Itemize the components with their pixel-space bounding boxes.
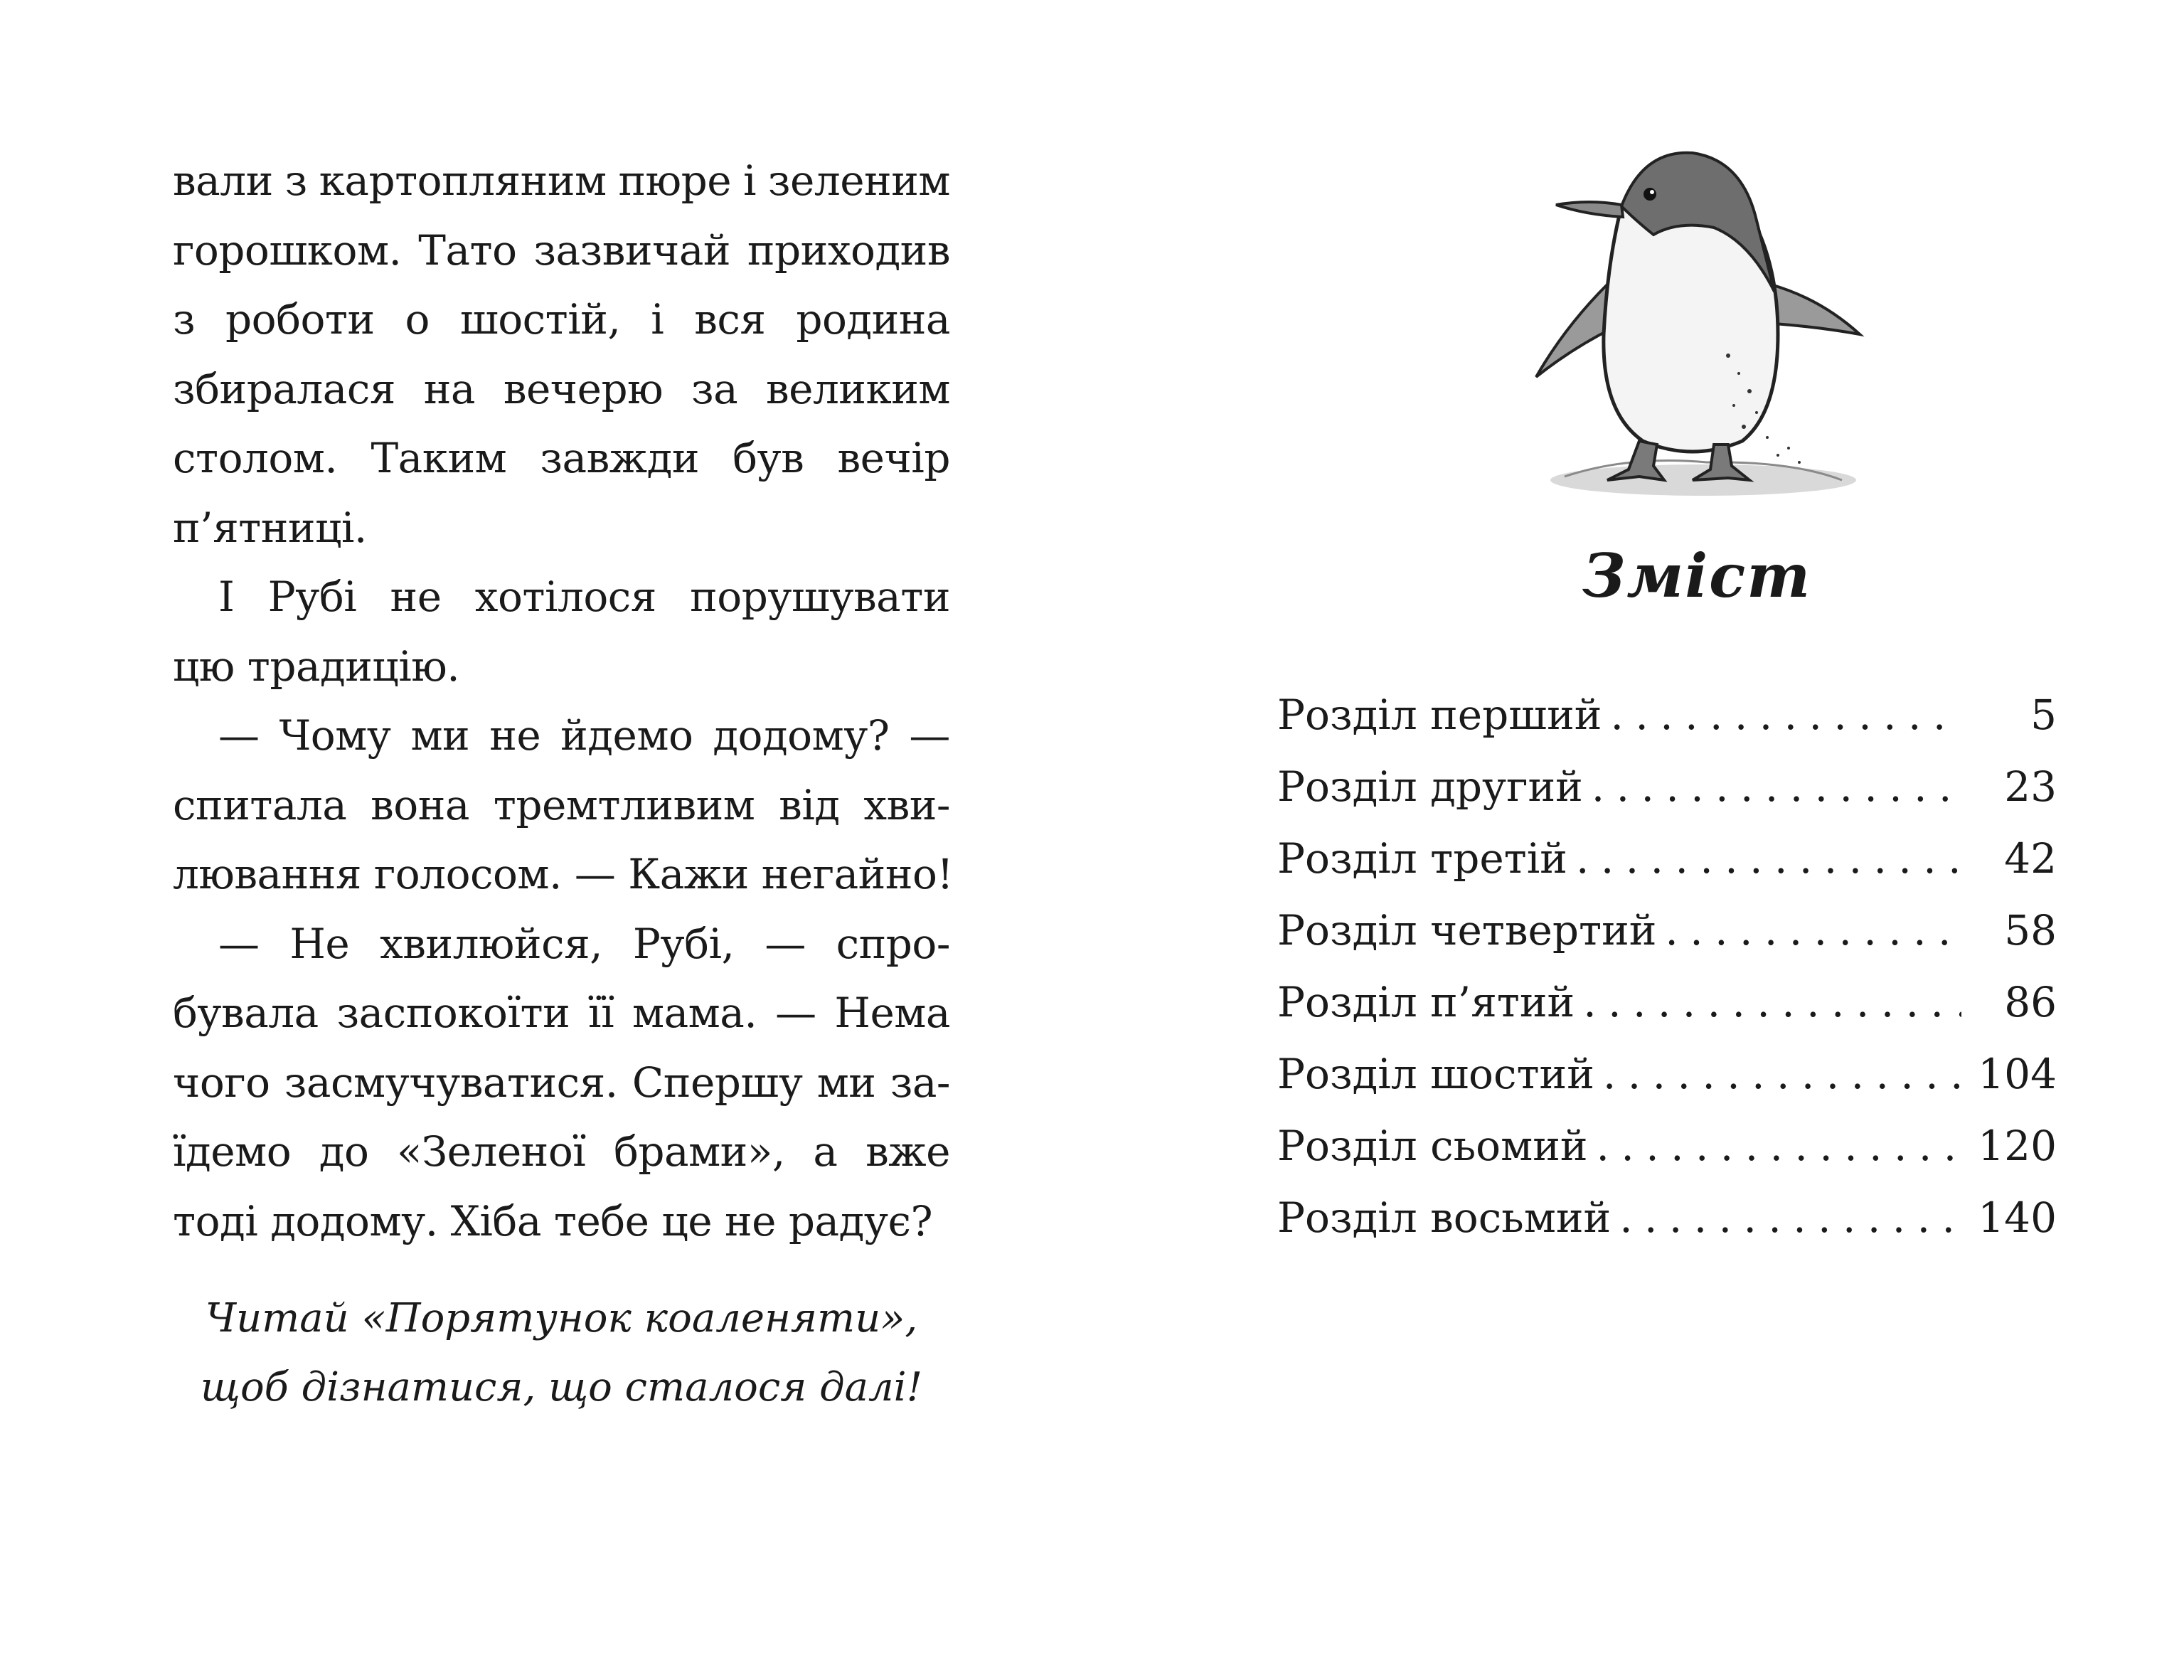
toc-leader-dots	[1603, 1038, 1961, 1110]
toc-page-number: 140	[1978, 1193, 2057, 1242]
toc-leader-dots	[1597, 1110, 1961, 1182]
toc-leader-dots	[1665, 895, 1961, 967]
toc-chapter-label: Розділ шостий	[1277, 1050, 1594, 1098]
penguin-illustration	[1522, 121, 1877, 505]
toc-leader-dots	[1583, 967, 1961, 1038]
sequel-teaser	[173, 1284, 950, 1422]
toc-leader-dots	[1592, 751, 1961, 823]
text-line: І Рубі не хотілося порушувати	[218, 573, 950, 621]
toc-page-number: 86	[2004, 978, 2057, 1026]
text-line: їдемо до «Зеленої брами», а вже	[173, 1127, 950, 1176]
text-line: горошком. Тато зазвичай приходив	[173, 225, 950, 275]
toc-chapter-label: Розділ перший	[1277, 691, 1602, 739]
toc-entry	[1277, 1038, 2057, 1110]
toc-entry	[1277, 895, 2057, 967]
toc-page-number: 58	[2004, 906, 2057, 955]
text-line: спитала вона тремтливим від хви-	[173, 780, 950, 829]
toc-leader-dots	[1619, 1182, 1961, 1254]
toc-entry	[1277, 1110, 2057, 1182]
text-line: цю традицію.	[173, 642, 460, 691]
toc-leader-dots	[1610, 679, 1961, 751]
table-of-contents	[1277, 679, 2057, 1254]
toc-chapter-label: Розділ сьомий	[1277, 1122, 1588, 1170]
text-line: п’ятниці.	[173, 503, 367, 552]
toc-leader-dots	[1576, 823, 1961, 895]
toc-entry	[1277, 679, 2057, 751]
toc-chapter-label: Розділ восьмий	[1277, 1193, 1612, 1242]
text-line: лювання голосом. — Кажи негайно!	[173, 850, 954, 898]
story-text	[173, 147, 954, 1256]
toc-page-number: 104	[1978, 1050, 2057, 1098]
toc-entry	[1277, 751, 2057, 823]
teaser-line-2: щоб дізнатися, що сталося далі!	[200, 1364, 923, 1410]
text-line: з роботи о шостій, і вся родина	[173, 295, 950, 344]
teaser-line-1: Читай «Порятунок коаленяти»,	[205, 1295, 918, 1341]
toc-chapter-label: Розділ четвертий	[1277, 906, 1657, 955]
text-line: чого засмучуватися. Спершу ми за-	[173, 1058, 950, 1107]
toc-chapter-label: Розділ п’ятий	[1277, 978, 1575, 1026]
toc-page-number: 5	[2030, 691, 2057, 739]
text-line: бувала заспокоїти її мама. — Нема	[173, 989, 950, 1037]
toc-chapter-label: Розділ другий	[1277, 762, 1583, 811]
text-line: — Не хвилюйся, Рубі, — спро-	[218, 919, 950, 968]
toc-chapter-label: Розділ третій	[1277, 834, 1567, 883]
text-line: — Чому ми не йдемо додому? —	[218, 711, 950, 760]
toc-entry	[1277, 823, 2057, 895]
right-page	[1092, 0, 2184, 1680]
toc-page-number: 42	[2004, 834, 2057, 883]
text-line: столом. Таким завжди був вечір	[173, 434, 950, 482]
toc-entry	[1277, 1182, 2057, 1254]
toc-entry	[1277, 967, 2057, 1038]
text-line: збиралася на вечерю за великим	[173, 364, 950, 413]
text-line: вали з картопляним пюре і зеленим	[173, 156, 950, 205]
toc-page-number: 23	[2004, 762, 2057, 811]
toc-heading: Зміст	[1582, 541, 1812, 611]
toc-page-number: 120	[1978, 1122, 2057, 1170]
text-line: тоді додому. Хіба тебе це не радує?	[173, 1196, 933, 1245]
